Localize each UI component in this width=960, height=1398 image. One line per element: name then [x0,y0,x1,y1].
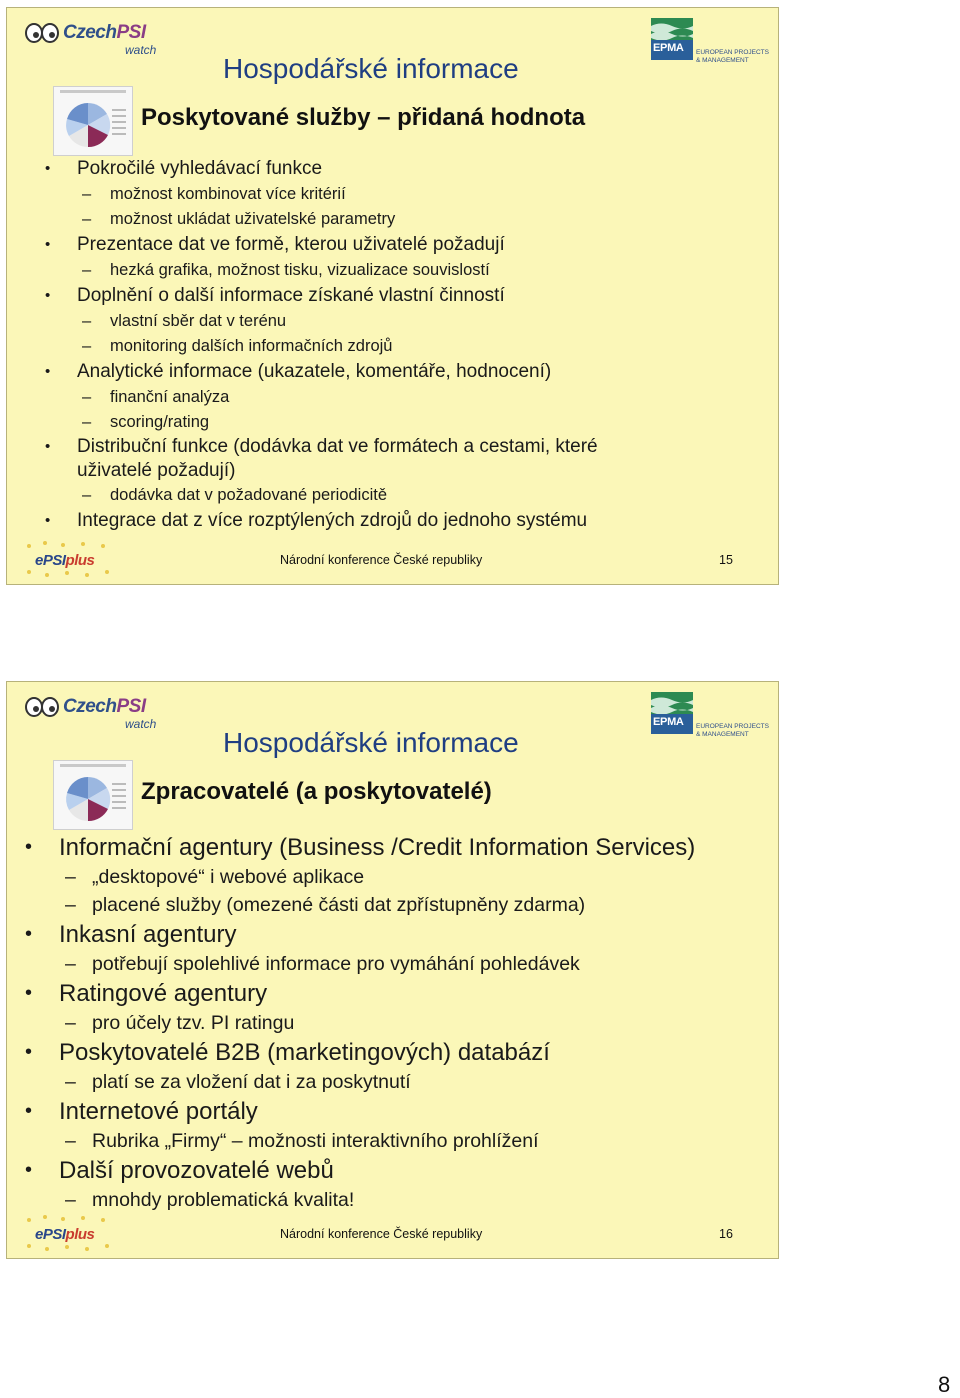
sub-list-item: – finanční analýza [7,385,779,410]
logo-text-psi: PSI [116,696,146,717]
pie-chart-thumbnail [53,760,133,830]
sub-list-item: – potřebují spolehlivé informace pro vymáhání pohledávek [7,950,779,978]
list-item: • Pokročilé vyhledávací funkce [7,156,779,182]
footer-text: Národní konference České republiky [280,553,483,567]
epma-text-line1: EUROPEAN PROJECTS [696,723,769,730]
epsiplus-logo [21,540,121,578]
list-item: • Doplnění o další informace získané vlastní činností [7,283,779,309]
logo-text-czech: Czech [63,22,117,43]
sub-list-item: – možnost ukládat uživatelské parametry [7,207,779,232]
epma-logo [651,18,777,64]
eyes-icon [25,20,61,48]
slide-subtitle: Zpracovatelé (a poskytovatelé) [141,778,492,805]
footer-text: Národní konference České republiky [280,1227,483,1241]
sub-list-item: – scoring/rating [7,410,779,435]
list-item: • Další provozovatelé webů [7,1155,779,1186]
slide-number: 16 [719,1227,733,1241]
eyes-icon [25,694,61,722]
logo-text-watch: watch [125,717,157,731]
sub-list-item: – hezká grafika, možnost tisku, vizualizace souvislostí [7,258,779,283]
sub-list-item: – možnost kombinovat více kritérií [7,182,779,207]
epma-text-line2: & MANAGEMENT [696,57,749,64]
sub-list-item: – mnohdy problematická kvalita! [7,1186,779,1214]
list-item: • Prezentace dat ve formě, kterou uživatelé požadují [7,232,779,258]
epma-mark-text: EPMA [653,716,684,728]
bullet-list [7,832,779,1214]
list-item: • Analytické informace (ukazatele, komentáře, hodnocení) [7,359,779,385]
logo-text-psi: PSI [116,22,146,43]
logo-text-czech: Czech [63,696,117,717]
slide-title: Hospodářské informace [223,53,519,84]
slide-16 [6,681,779,1259]
list-item: • Distribuční funkce (dodávka dat ve formátech a cestami, které uživatelé požadují) [7,435,677,483]
czechpsi-watch-logo [25,690,165,736]
sub-list-item: – monitoring dalších informačních zdrojů [7,334,779,359]
list-item: • Integrace dat z více rozptýlených zdrojů do jednoho systému [7,508,779,534]
epsiplus-logo [21,1214,121,1252]
list-item: • Internetové portály [7,1096,779,1127]
logo-text-watch: watch [125,43,157,57]
epma-mark-text: EPMA [653,42,684,54]
slide-title: Hospodářské informace [223,727,519,758]
footer-logo-text-epsi: ePSI [35,552,66,569]
epma-text-line2: & MANAGEMENT [696,731,749,738]
bullet-list [7,156,779,534]
epma-text-line1: EUROPEAN PROJECTS [696,49,769,56]
sub-list-item: – dodávka dat v požadované periodicitě [7,483,779,508]
footer-logo-text-plus: plus [65,552,95,569]
epma-logo [651,692,777,738]
pie-chart-thumbnail [53,86,133,156]
pie-chart-icon [54,761,132,829]
sub-list-item: – vlastní sběr dat v terénu [7,309,779,334]
sub-list-item: – „desktopové“ i webové aplikace [7,863,779,891]
slide-15 [6,7,779,585]
sub-list-item: – Rubrika „Firmy“ – možnosti interaktivního prohlížení [7,1127,779,1155]
sub-list-item: – pro účely tzv. PI ratingu [7,1009,779,1037]
list-item: • Inkasní agentury [7,919,779,950]
page-number: 8 [938,1372,951,1397]
slide-number: 15 [719,553,733,567]
list-item: • Informační agentury (Business /Credit Information Services) [7,832,779,863]
sub-list-item: – placené služby (omezené části dat zpřístupněny zdarma) [7,891,779,919]
slide-subtitle: Poskytované služby – přidaná hodnota [141,104,586,131]
list-item: • Ratingové agentury [7,978,779,1009]
footer-logo-text-epsi: ePSI [35,1226,66,1243]
sub-list-item: – platí se za vložení dat i za poskytnutí [7,1068,779,1096]
footer-logo-text-plus: plus [65,1226,95,1243]
pie-chart-icon [54,87,132,155]
list-item: • Poskytovatelé B2B (marketingových) databází [7,1037,779,1068]
czechpsi-watch-logo [25,16,165,62]
